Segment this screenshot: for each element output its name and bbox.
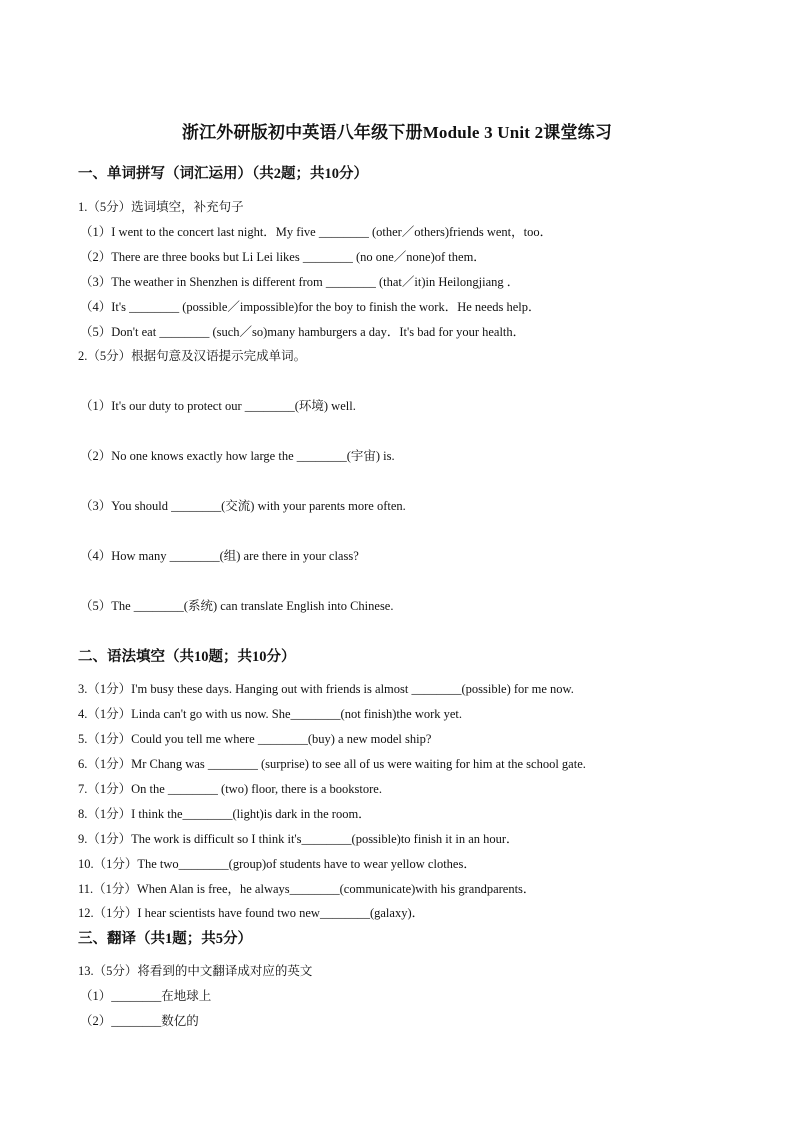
question-2-item-1: （1）It's our duty to protect our ________(环境) well. [80, 399, 356, 413]
question-13-prompt: 13.（5分）将看到的中文翻译成对应的英文 [78, 964, 313, 978]
section-heading-grammar: 二、语法填空（共10题；共10分） [78, 649, 296, 665]
question-1-item-1: （1）I went to the concert last night．My five ________ (other／others)friends went，too． [80, 225, 553, 239]
question-4: 4.（1分）Linda can't go with us now. She________(not finish)the work yet. [78, 707, 463, 721]
question-3: 3.（1分）I'm busy these days. Hanging out with friends is almost ________(possible) for me now. [78, 682, 574, 696]
question-6: 6.（1分）Mr Chang was ________ (surprise) to see all of us were waiting for him at the school gate. [78, 757, 586, 771]
question-1-item-4: （4）It's ________ (possible／impossible)for the boy to finish the work．He needs help． [80, 300, 541, 314]
question-5: 5.（1分）Could you tell me where ________(buy) a new model ship? [78, 732, 432, 746]
question-2-item-4: （4）How many ________(组) are there in your class? [80, 549, 359, 563]
question-13-item-2: （2）________数亿的 [80, 1014, 199, 1028]
section-heading-vocabulary: 一、单词拼写（词汇运用）（共2题；共10分） [78, 166, 368, 182]
question-12: 12.（1分）I hear scientists have found two new________(galaxy)． [78, 906, 425, 920]
question-1-item-2: （2）There are three books but Li Lei likes ________ (no one／none)of them． [80, 250, 486, 264]
question-11: 11.（1分）When Alan is free，he always________(communicate)with his grandparents． [78, 882, 536, 896]
question-1-item-5: （5）Don't eat ________ (such／so)many hamburgers a day．It's bad for your health． [80, 325, 526, 339]
question-8: 8.（1分）I think the________(light)is dark in the room． [78, 807, 371, 821]
question-2-item-5: （5）The ________(系统) can translate English into Chinese. [80, 599, 394, 613]
question-2-item-2: （2）No one knows exactly how large the ________(宇宙) is. [80, 449, 395, 463]
question-2-prompt: 2.（5分）根据句意及汉语提示完成单词。 [78, 349, 307, 363]
page-title: 浙江外研版初中英语八年级下册Module 3 Unit 2课堂练习 [181, 123, 613, 142]
question-7: 7.（1分）On the ________ (two) floor, there is a bookstore. [78, 782, 382, 796]
question-1-prompt: 1.（5分）选词填空，补充句子 [78, 200, 244, 214]
question-13-item-1: （1）________在地球上 [80, 989, 212, 1003]
question-10: 10.（1分）The two________(group)of students have to wear yellow clothes． [78, 857, 476, 871]
question-1-item-3: （3）The weather in Shenzhen is different from ________ (that／it)in Heilongjiang ． [80, 275, 520, 289]
question-2-item-3: （3）You should ________(交流) with your parents more often. [80, 499, 406, 513]
question-9: 9.（1分）The work is difficult so I think it's________(possible)to finish it in an hour． [78, 832, 519, 846]
section-heading-translation: 三、翻译（共1题；共5分） [78, 931, 252, 947]
